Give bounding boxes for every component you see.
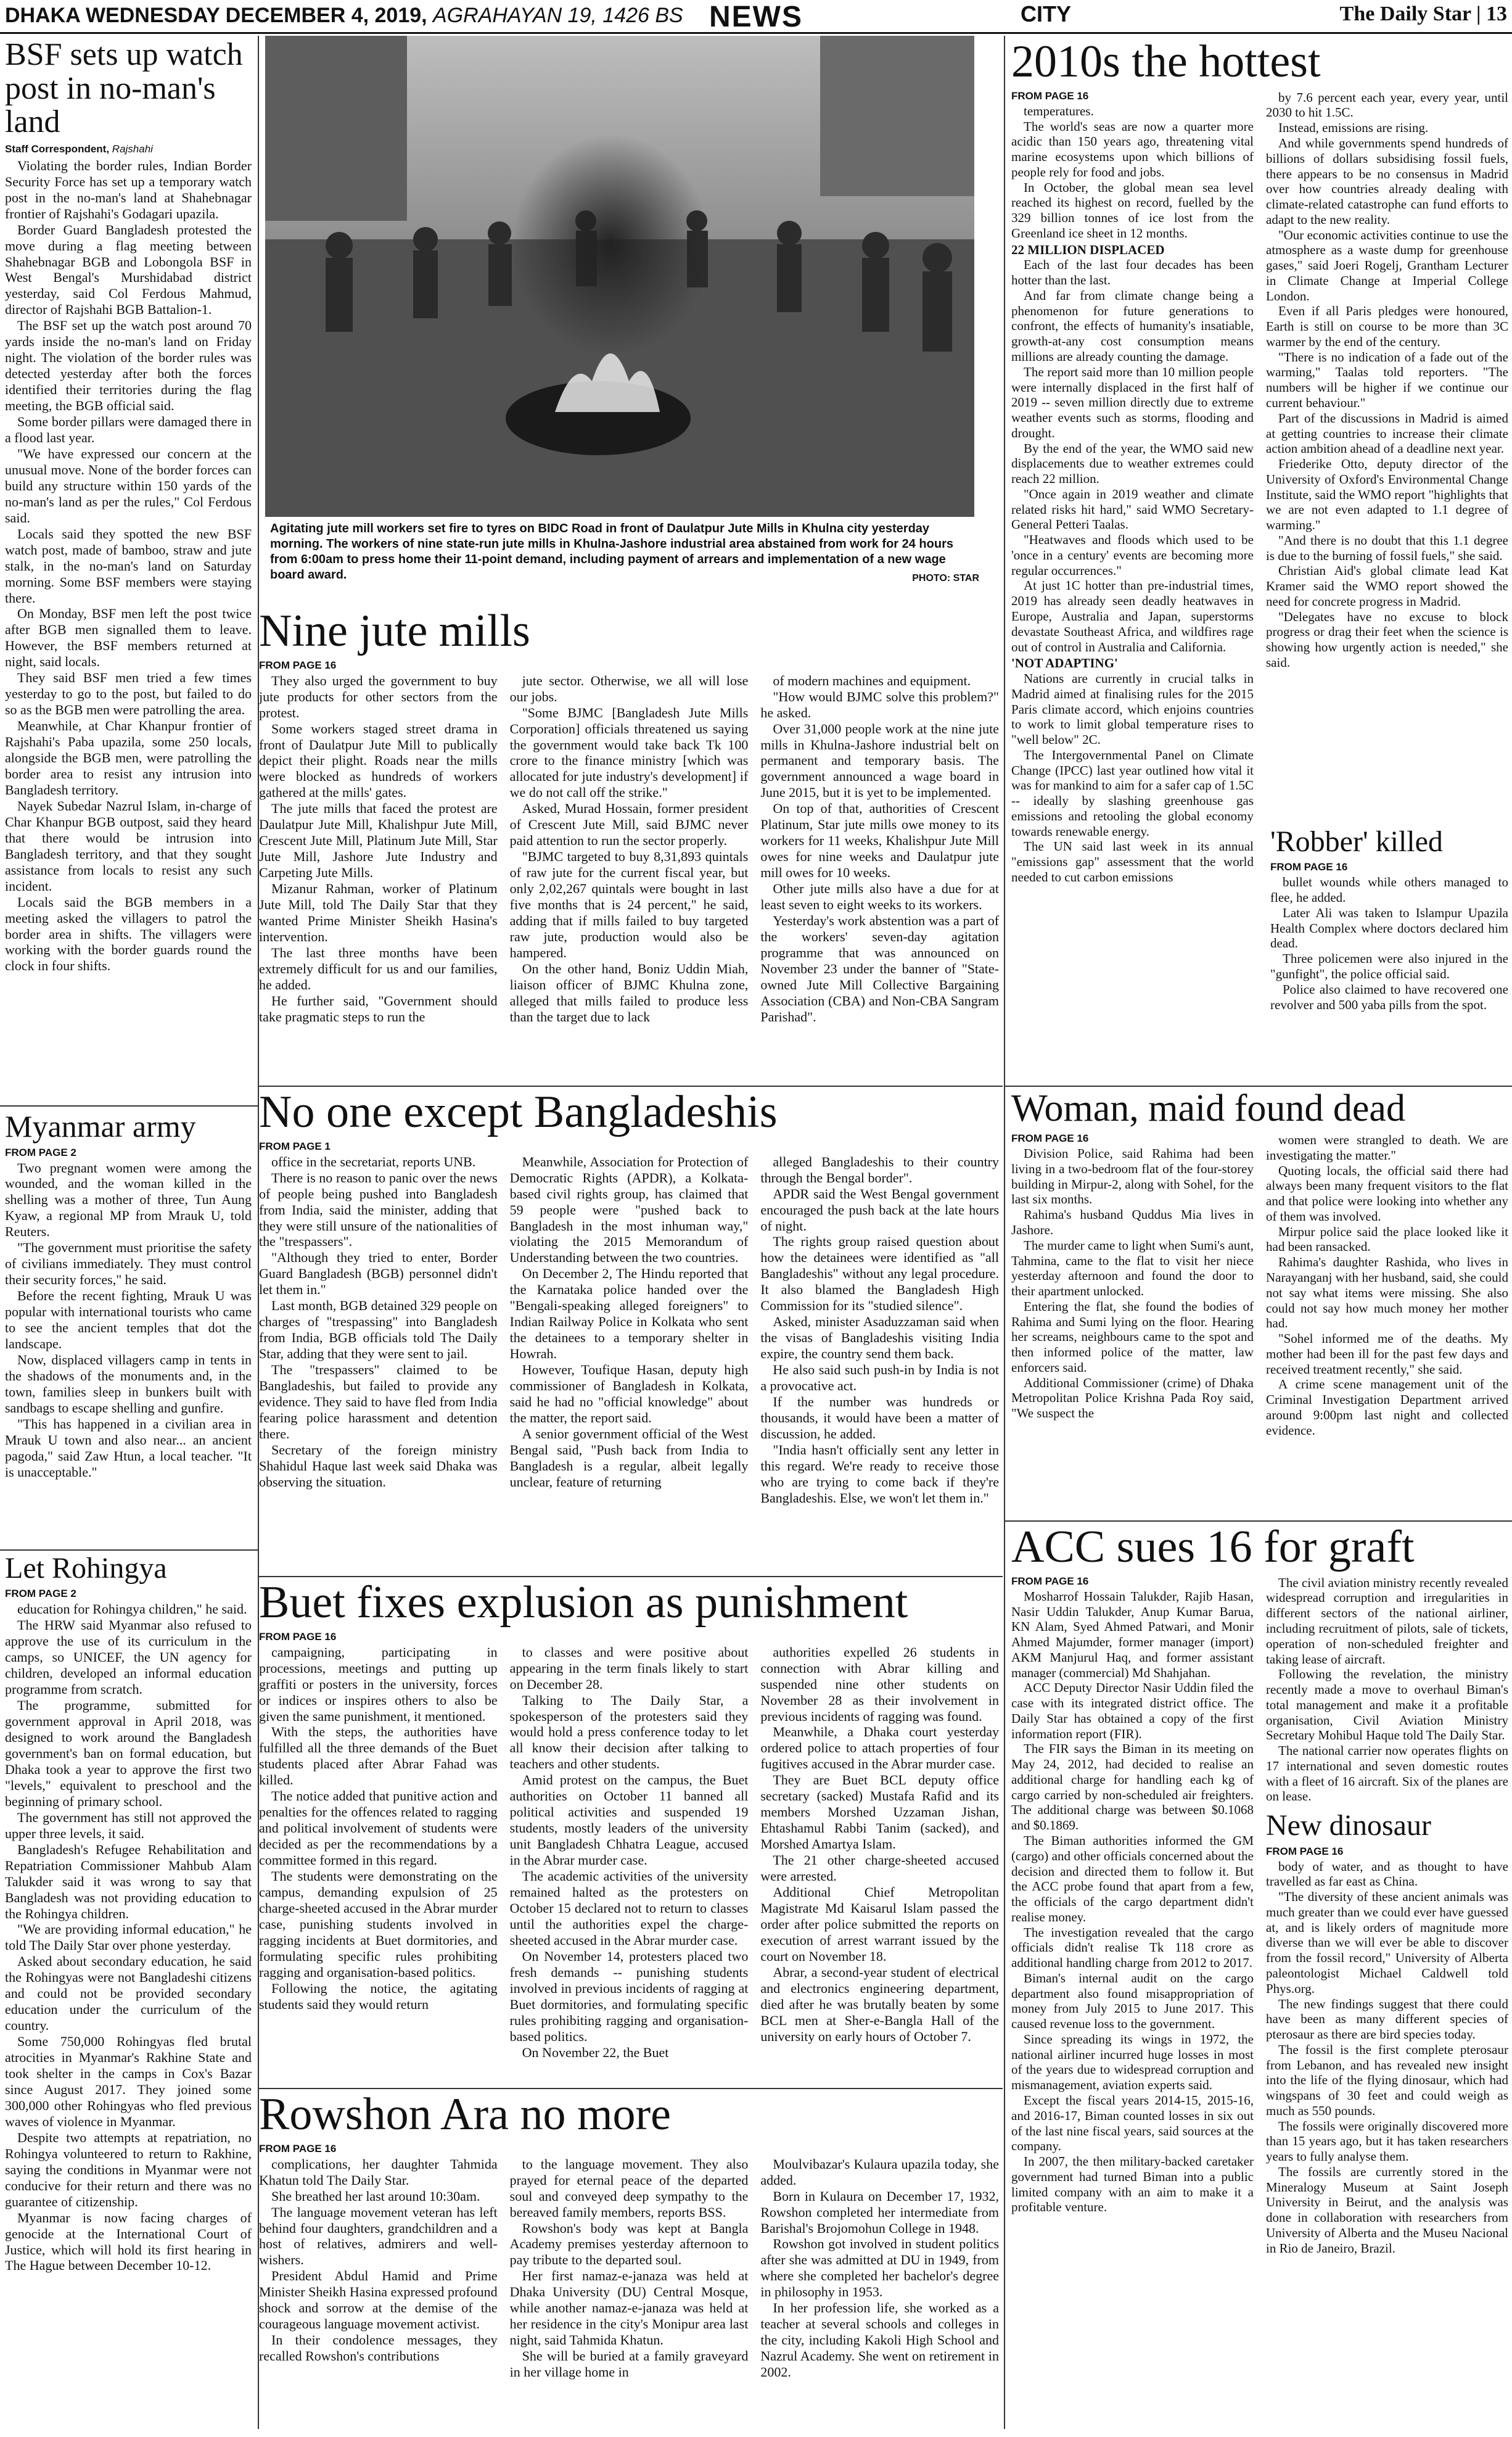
paragraph: Police also claimed to have recovered one revolver and 500 yaba pills from the spot. [1270,981,1508,1012]
paragraph: alleged Bangladeshis to their country through the Bengal border". [760,1153,1000,1186]
paragraph: The FIR says the Biman in its meeting on May 24, 2012, had decided to realise an additional charge for handling each kg of cargo carried by non-scheduled air freighters. The additional charge was between $0.1068 and $0.1869. [1011,1741,1254,1833]
paragraph: The students were demonstrating on the campus, demanding expulsion of 25 charge-sheeted accused in the Abrar murder case, punishing students involved in ragging incidents at Buet dormitories, and formulating specific rules prohibiting ragging and organisation-based politics. [259,1868,498,1980]
paragraph: Some border pillars were damaged there in a flood last year. [5,414,252,445]
paragraph: Later Ali was taken to Islampur Upazila Health Complex where doctors declared him dead. [1270,905,1508,951]
paragraph: She will be buried at a family graveyard in her village home in [509,2348,749,2380]
paragraph: The national carrier now operates flights on 17 international and seven domestic routes with a fleet of 16 aircraft. Six of the planes are on lease. [1266,1743,1508,1804]
paragraph: The fossils were originally discovered more than 15 years ago, but it has taken researchers years to fully analyse them. [1266,2118,1508,2164]
paragraph: Additional Commissioner (crime) of Dhaka Metropolitan Police Krishna Pada Roy said, "We suspect the [1011,1375,1254,1421]
paragraph: Mosharrof Hossain Talukder, Rajib Hasan, Nasir Uddin Talukder, Anup Kumar Barua, KN Alam, Syed Ahmed Patwari, and Monir Ahmed Majumder, former manager (import) AKM Manjurul Haq, and former assistant manager (commercial) Md Shahjahan. [1011,1588,1254,1680]
paragraph: APDR said the West Bengal government encouraged the push back at the late hours of night. [760,1186,1000,1234]
paragraph: "Our economic activities continue to use the atmosphere as a waste dump for greenhouse gases," said Joeri Rogelj, Grantham Lecturer in Climate Change at Imperial College London. [1266,227,1508,303]
paragraph: They are Buet BCL deputy office secretary (sacked) Mustafa Rafid and its members Morshed Uzzaman Jishan, Ehtashamul Rabbi Tanim (sacked), and Morshed Amartya Islam. [760,1772,1000,1852]
subhead: 22 MILLION DISPLACED [1011,242,1165,257]
paragraph: Moulvibazar's Kulaura upazila today, she added. [760,2156,1000,2188]
paragraph: There is no reason to panic over the news of people being pushed into Bangladesh from India, said the minister, adding that they were still unsure of the nationalities of the "trespassers". [259,1169,498,1250]
article-body [1011,90,1508,885]
paragraph: If the number was hundreds or thousands, it would have been a matter of discussion, he added. [760,1393,1000,1441]
paragraph: ACC Deputy Director Nasir Uddin filed the case with its integrated district office. The Daily Star has obtained a copy of the first information report (FIR). [1011,1680,1254,1741]
paragraph: Nations are currently in crucial talks in Madrid aimed at finalising rules for the 2015 Paris climate accord, which enjoins countries to work to limit global temperature rises to "well below" 2C. [1011,671,1254,748]
paragraph: "The government must prioritise the safety of civilians immediately. They must control their security forces," he said. [5,1240,252,1288]
from-page: FROM PAGE 16 [1011,1132,1089,1145]
paragraph: Following the revelation, the ministry recently made a move to overhaul Biman's total management and make it a profitable organisation, Civil Aviation Ministry Secretary Mohibul Haque told The Daily Star. [1266,1667,1508,1743]
article-acc-graft [1011,1524,1508,2433]
paragraph: "We have expressed our concern at the unusual move. None of the border forces can build any structure within 150 yards of the no-man's land as per the rules," Col Ferdous said. [5,445,252,526]
paragraph: Rahima's husband Quddus Mia lives in Jashore. [1011,1207,1254,1237]
paragraph: Locals said they spotted the new BSF watch post, made of bamboo, straw and jute stalk, in the no-man's land on Saturday morning. Some BSF members were staying there. [5,526,252,606]
paragraph: She breathed her last around 10:30am. [271,2188,480,2204]
from-page: FROM PAGE 16 [1011,89,1089,102]
paragraph: Amid protest on the campus, the Buet authorities on October 11 banned all political activities and suspended 19 students, mostly leaders of the university unit Bangladesh Chhatra League, accused in the Abrar murder case. [509,1772,749,1868]
paragraph: "BJMC targeted to buy 8,31,893 quintals of raw jute for the current fiscal year, but only 2,02,267 quintals were bought in last five months that is 24 percent," he said, adding that if mills failed to buy targeted raw jute, production would also be hampered. [509,849,749,960]
headline: No one except Bangladeshis [259,1087,778,1137]
paragraph: The notice added that punitive action and penalties for the offences related to ragging and political involvement of students were decided as per the recommendations by a committee formed in this regard. [259,1788,498,1868]
paragraph: Entering the flat, she found the bodies of Rahima and Sumi lying on the floor. Hearing her screams, neighbours came to the spot and then informed police of the matter, law enforcers said. [1011,1298,1254,1375]
paragraph: office in the secretariat, reports UNB. [271,1153,476,1169]
paragraph: Each of the last four decades has been hotter than the last. [1011,257,1254,288]
paragraph: "How would BJMC solve this problem?" he asked. [760,688,1000,720]
paragraph: "The diversity of these ancient animals was much greater than we could ever have guessed at, and is likely orders of magnitude more diverse than we will ever be able to discover from the fossil record," University of Alberta paleontologist Michael Caldwell told Phys.org. [1266,1889,1508,1996]
paragraph: Despite two attempts at repatriation, no Rohingya volunteered to return to Rakhine, saying the conditions in Myanmar were not conducive for their return and there was no guarantee of citizenship. [5,2129,252,2209]
paragraph: by 7.6 percent each year, every year, until 2030 to hit 1.5C. [1266,89,1508,120]
paragraph: And while governments spend hundreds of billions of dollars subsidising fossil fuels, there appears to be no consensus in Madrid over how countries already dealing with climate-related catastrophe can fund efforts to adapt to the new reality. [1266,135,1508,227]
paragraph: Biman's internal audit on the cargo department also found misappropriation of money from July 2015 to June 2017. This caused revenue loss to the government. [1011,1970,1254,2032]
paragraph: Bangladesh's Refugee Rehabilitation and Repatriation Commissioner Mahbub Alam Talukder said it was wrong to say that Bangladesh was not providing education to the Rohingya children. [5,1841,252,1921]
headline: Rowshon Ara no more [259,2089,671,2140]
paragraph: "Delegates have no excuse to block progress or drag their feet when the science is showing how urgently action is needed," she said. [1266,609,1508,670]
paragraph: In 2007, the then military-backed caretaker government had turned Biman into a public limited company with an aim to make it a profitable venture. [1011,2154,1254,2215]
from-page: FROM PAGE 16 [259,659,337,671]
paragraph: On Monday, BSF men left the post twice after BGB men signalled them to leave. However, the BSF members returned at night, said locals. [5,606,252,670]
paragraph: The civil aviation ministry recently revealed widespread corruption and irregularities in different sectors of the national airliner, including recruitment of pilots, sale of tickets, operation of non-scheduled freighter and taking lease of aircraft. [1266,1575,1508,1667]
page-number: 13 [1486,2,1507,25]
paragraph: "Although they tried to enter, Border Guard Bangladesh (BGB) personnel didn't let them in." [259,1250,498,1298]
paragraph: The jute mills that faced the protest are Daulatpur Jute Mill, Khalishpur Jute Mill, Crescent Jute Mill, Platinum Jute Mill, Star Jute Mill, Jashore Jute Industry and Carpeting Jute Mills. [259,801,498,881]
paragraph: complications, her daughter Tahmida Khatun told The Daily Star. [259,2156,498,2188]
paragraph: Rowshon's body was kept at Bangla Academy premises yesterday afternoon to pay tribute to the departed soul. [509,2220,749,2268]
paragraph: Additional Chief Metropolitan Magistrate Md Kaisarul Islam passed the order after police submitted the reports on execution of arrest warrant issued by the court on November 18. [760,1884,1000,1964]
paragraph: A senior government official of the West Bengal said, "Push back from India to Bangladesh is a regular, albeit legally unclear, feature of returning [509,1425,749,1490]
paragraph: campaigning, participating in processions, meetings and putting up graffiti or posters in the university, forces or indices or inspires others to also be given the same punishment, it mentioned. [259,1644,498,1724]
article-body [5,1160,252,1480]
paragraph: education for Rohingya children," he said. [17,1601,247,1617]
page-masthead [0,0,1512,34]
paragraph: Her first namaz-e-janaza was held at Dhaka University (DU) Central Mosque, while another namaz-e-janaza was held at her residence in the city's Monipur area last night, said Tahmida Khatun. [509,2268,749,2348]
paragraph: Mirpur police said the place looked like it had been ransacked. [1266,1224,1508,1255]
paragraph: Quoting locals, the official said there had always been many frequent visitors to the flat and that police were looking into whether any of them was involved. [1266,1163,1508,1224]
paragraph: President Abdul Hamid and Prime Minister Sheikh Hasina expressed profound shock and sorrow at the demise of the courageous language movement activist. [259,2268,498,2332]
paragraph: The programme, submitted for government approval in April 2018, was designed to work around the Bangladesh government's ban on formal education, but Dhaka took a year to approve the first two "levels," equivalent to preschool and the beginning of primary school. [5,1697,252,1809]
paragraph: body of water, and as thought to have travelled as far east as China. [1266,1858,1508,1889]
article-body [1011,1575,1508,2256]
paragraph: On the other hand, Boniz Uddin Miah, liaison officer of BJMC Khulna zone, alleged that mills failed to produce less than the target due to lack [509,960,749,1025]
paragraph: Following the notice, the agitating students said they would return [259,1980,498,2012]
paragraph: Part of the discussions in Madrid is aimed at getting countries to increase their climate action ambition ahead of a deadline next year. [1266,410,1508,456]
paragraph: Myanmar is now facing charges of genocide at the International Court of Justice, which will hold its first hearing in The Hague between December 10-12. [5,2209,252,2274]
paragraph: Since spreading its wings in 1972, the national airliner incurred huge losses in most of the years due to widespread corruption and mismanagement, aviation experts said. [1011,2031,1254,2093]
paragraph: Nayek Subedar Nazrul Islam, in-charge of Char Khanpur BGB outpost, said they heard that there would be intrusion into Bangladesh territory, and that they sought assistance from locals to resist any such incident. [5,798,252,894]
headline: BSF sets up watch post in no-man's land [5,37,243,140]
paragraph: In their condolence messages, they recalled Rowshon's contributions [259,2332,498,2364]
article-woman-maid [1011,1089,1508,1517]
paragraph: The BSF set up the watch post around 70 yards inside the no-man's land on Friday night. The violation of the border rules was detected yesterday after both the forces identified their territories during the flag meeting, the BGB official said. [5,318,252,414]
headline: 'Robber' killed [1270,825,1443,858]
paragraph: Over 31,000 people work at the nine jute mills in Khulna-Jashore industrial belt on permanent and temporary basis. The government announced a wage board in June 2015, but it is yet to be implemented. [760,720,1000,801]
section-city: CITY [1021,1,1072,27]
paragraph: He further said, "Government should take pragmatic steps to run the [259,992,498,1025]
paragraph: "Once again in 2019 weather and climate related risks hit hard," said WMO Secretary-General Petteri Taalas. [1011,486,1254,532]
paragraph: jute sector. Otherwise, we all will lose our jobs. [509,672,749,704]
paragraph: Two pregnant women were among the wounded, and the woman killed in the shelling was a mother of three, Tun Aung Kyaw, a regional MP from Mrauk U, told Reuters. [5,1160,252,1240]
paragraph: The Intergovernmental Panel on Climate Change (IPCC) last year outlined how vital it was for mankind to aim for a safer cap of 1.5C -- ideally by slashing greenhouse gas emissions and retooling the global economy towards renewable energy. [1011,747,1254,839]
byline: Staff Correspondent, Rajshahi [5,142,153,155]
paragraph: The Biman authorities informed the GM (cargo) and other officials concerned about the decision and directed them to follow it. But the ACC probe found that apart from a few, the officials of the cargo department didn't realise money. [1011,1833,1254,1924]
paragraph: The last three months have been extremely difficult for us and our families, he added. [259,944,498,992]
paragraph: Some 750,000 Rohingyas fled brutal atrocities in Myanmar's Rakhine State and took shelter in the camps in Cox's Bazar since August 2017. They joined some 300,000 other Rohingyas who fled previous waves of violence in Myanmar. [5,2034,252,2129]
section-name: NEWS [709,1,803,33]
headline: Nine jute mills [259,606,530,656]
paragraph: The new findings suggest that there could have been as many different species of pterosaur as there are bird species today. [1266,1996,1508,2042]
paragraph: On December 2, The Hindu reported that the Karnataka police handed over the "Bengali-speaking alleged foreigners" to Indian Railway Police in Kolkata who sent the detainees to a temporary shelter in Howrah. [509,1266,749,1362]
paragraph: "We are providing informal education," he told The Daily Star over phone yesterday. [5,1921,252,1953]
subhead: 'NOT ADAPTING' [1011,656,1118,671]
paragraph: Asked, minister Asaduzzaman said when the visas of Bangladeshis visiting India expire, the country send them back. [760,1314,1000,1362]
paragraph: The 21 other charge-sheeted accused were arrested. [760,1852,1000,1884]
from-page: FROM PAGE 16 [1266,1845,1344,1857]
paragraph: Born in Kulaura on December 17, 1932, Rowshon completed her intermediate from Barishal's Brojomohun College in 1948. [760,2188,1000,2236]
paragraph: The academic activities of the university remained halted as the protesters on October 15 declared not to return to classes until the authorities expel the charge-sheeted accused in the Abrar murder case. [509,1868,749,1948]
paragraph: to classes and were positive about appearing in the term finals likely to start on December 28. [509,1644,749,1692]
paragraph: Violating the border rules, Indian Border Security Force has set up a temporary watch post in the no-man's land at Shahebnagar frontier of Rajshahi's Godagari upazila. [5,157,252,221]
article-body [5,1601,252,2274]
article-body [259,673,999,1025]
paragraph: Meanwhile, at Char Khanpur frontier of Rajshahi's Paba upazila, some 250 locals, alongside the BGB men, were patrolling the border area to resist any intrusion into Bangladesh territory. [5,718,252,798]
photo-credit: PHOTO: STAR [912,573,979,583]
brand-logo: The Daily Star [1339,2,1471,25]
article-rohingya [5,1553,252,2432]
headline: Myanmar army [5,1109,196,1144]
article-body [259,1644,999,2061]
paragraph: Mizanur Rahman, worker of Platinum Jute Mill, told The Daily Star that they wanted Prime Minister Sheikh Hasina's intervention. [259,881,498,944]
from-page: FROM PAGE 2 [5,1146,76,1158]
paragraph: bullet wounds while others managed to flee, he added. [1270,875,1508,905]
paragraph: On top of that, authorities of Crescent Platinum, Star jute mills owe money to its workers for 11 weeks, Khalishpur Jute Mill owes for nine weeks and Daulatpur jute mill owes for 10 weeks. [760,801,1000,881]
article-no-one-except [259,1089,999,1573]
paragraph: Meanwhile, Association for Protection of Democratic Rights (APDR), a Kolkata-based civil rights group, has claimed that 59 people were "pushed back to Bangladesh in the most inhuman way," violating the 2015 Memorandum of Understanding between the two countries. [509,1153,749,1266]
paragraph: In her profession life, she worked as a teacher at several schools and colleges in the city, including Kakoli High School and Nazrul Academy. She went on retirement in 2002. [760,2300,1000,2380]
paragraph: Rahima's daughter Rashida, who lives in Narayanganj with her husband, said, she could not say what items were missing. She also could not say how much money her mother had. [1266,1255,1508,1331]
paragraph: Rowshon got involved in student politics after she was admitted at DU in 1949, from where she completed her bachelor's degree in philosophy in 1953. [760,2236,1000,2300]
paragraph: The world's seas are now a quarter more acidic than 150 years ago, threatening vital marine ecosystems upon which billions of people rely for food and jobs. [1011,118,1254,179]
brand-page: The Daily Star | 13 [1339,2,1507,25]
paragraph: The UN said last week in its annual "emissions gap" assessment that the world needed to cut carbon emissions [1011,839,1254,885]
paragraph: "India hasn't officially sent any letter in this regard. We're ready to receive those who are trying to come back if they're Bangladeshis. Else, we won't let them in." [760,1441,1000,1506]
headline: 2010s the hottest [1011,36,1321,87]
paragraph: Border Guard Bangladesh protested the move during a flag meeting between Shahebnagar BGB and Lobongola BSF in West Bengal's Murshidabad district yesterday, said Col Ferdous Mahmud, director of Rajshahi BGB Battalion-1. [5,221,252,318]
paragraph: Meanwhile, a Dhaka court yesterday ordered police to attach properties of four fugitives accused in the Abrar murder case. [760,1724,1000,1772]
paragraph: A crime scene management unit of the Criminal Investigation Department arrived around 9:00pm last night and collected evidence. [1266,1377,1508,1438]
paragraph: Locals said the BGB members in a meeting asked the villagers to patrol the border area in shifts. The villagers were working with the border guards round the clock in four shifts. [5,894,252,974]
paragraph: temperatures. [1024,103,1094,118]
paragraph: Secretary of the foreign ministry Shahidul Haque last week said Dhaka was observing the situation. [259,1441,498,1490]
paragraph: On November 14, protesters placed two fresh demands -- punishing students involved in previous incidents of ragging at Buet dormitories, and formulating specific rules prohibiting ragging and organisation-based politics. [509,1948,749,2044]
paragraph: of modern machines and equipment. [773,672,971,688]
article-body [5,158,252,975]
paragraph: The fossils are currently stored in the Mineralogy Museum at Saint Joseph University in Beirut, and the analysis was done in collaboration with researchers from University of Alberta and the Museu Nacional in Rio de Janeiro, Brazil. [1266,2164,1508,2256]
article-robber-killed [1270,827,1508,1082]
paragraph: Instead, emissions are rising. [1278,120,1429,136]
from-page: FROM PAGE 16 [259,1630,337,1643]
paragraph: The rights group raised question about how the detainees were identified as "all Bangladeshis" without any legal procedure. It also blamed the Bangladesh High Commission for its "studied silence". [760,1234,1000,1314]
paragraph: to the language movement. They also prayed for eternal peace of the departed soul and conveyed deep sympathy to the bereaved family members, reports BSS. [509,2156,749,2220]
article-jute-mills [259,608,999,1082]
paragraph: They said BSF men tried a few times yesterday to go to the post, but failed to do so as the BGB men were patrolling the area. [5,670,252,718]
protest-photo-image [265,36,974,517]
headline: Buet fixes explusion as punishment [259,1577,908,1628]
paragraph: authorities expelled 26 students in connection with Abrar killing and suspended nine other students on November 28 as their involvement in previous incidents of ragging was found. [760,1644,1000,1724]
paragraph: "Sohel informed me of the deaths. My mother had been ill for the past few days and received treatment recently," she said. [1266,1331,1508,1377]
paragraph: The HRW said Myanmar also refused to approve the use of its curriculum in the camps, so UNICEF, the UN agency for children, developed an informal education programme from scratch. [5,1617,252,1697]
article-body [259,2156,999,2380]
paragraph: Other jute mills also have a due for at least seven to eight weeks to its workers. [760,881,1000,913]
paragraph: And far from climate change being a phenomenon for future generations to confront, the effects of humanity's insatiable, growth-at-any cost consumption means millions are already counting the damage. [1011,287,1254,364]
paragraph: However, Toufique Hasan, deputy high commissioner of Bangladesh in Kolkata, said he had no "official knowledge" about the matter, the report said. [509,1362,749,1425]
paragraph: The report said more than 10 million people were internally displaced in the first half of 2019 -- seven million directly due to extreme weather events such as storms, flooding and drought. [1011,364,1254,440]
paragraph: Even if all Paris pledges were honoured, Earth is still on course to be more than 3C warmer by the end of the century. [1266,303,1508,349]
article-bsf [5,38,252,1102]
paragraph: They also urged the government to buy jute products for other sectors from the protest. [259,672,498,720]
article-rowshon-ara [259,2091,999,2433]
paragraph: Yesterday's work abstention was a part of the workers' seven-day agitation programme that was announced on November 23 under the banner of "State-owned Jute Mill Collective Bargaining Association (CBA) and Non-CBA Sangram Parishad". [760,912,1000,1025]
paragraph: Asked, Murad Hossain, former president of Crescent Jute Mill, said BJMC never paid attention to run the sector properly. [509,801,749,849]
article-body [1011,1132,1508,1438]
paragraph: On November 22, the Buet [522,2044,669,2060]
from-page: FROM PAGE 16 [1270,861,1348,873]
article-hottest [1011,36,1508,885]
paragraph: Now, displaced villagers camp in tents in the shadows of the monuments and, in the town, families sleep in bunkers built with sandbags to escape shelling and gunfire. [5,1351,252,1416]
news-photo [265,36,974,517]
paragraph: "This has happened in a civilian area in Mrauk U town and also near... an ancient pagoda," said Zaw Htun, a local teacher. "It is unacceptable." [5,1416,252,1480]
paragraph: Asked about secondary education, he said the Rohingyas were not Bangladeshi citizens and could not be provided secondary education under the curriculum of the country. [5,1953,252,2034]
paragraph: In October, the global mean sea level reached its highest on record, fuelled by the 329 billion tonnes of ice lost from the Greenland ice sheet in 12 months. [1011,179,1254,241]
paragraph: The murder came to light when Sumi's aunt, Tahmina, came to the flat to visit her niece yesterday afternoon and found the door to their apartment unlocked. [1011,1237,1254,1299]
dateline: DHAKA WEDNESDAY DECEMBER 4, 2019, AGRAHAYAN 19, 1426 BS [5,4,683,27]
paragraph: Talking to The Daily Star, a spokesperson of the protesters said they would hold a press conference today to let all know their decision after talking to teachers and other students. [509,1692,749,1772]
paragraph: Friederike Otto, deputy director of the University of Oxford's Environmental Change Institute, said the WMO report "highlights that we are not even adapted to 1.1 degree of warming." [1266,456,1508,533]
paragraph: The government has still not approved the upper three levels, it said. [5,1809,252,1841]
paragraph: Except the fiscal years 2014-15, 2015-16, and 2016-17, Biman counted losses in six out of the last nine fiscal years, said sources at the company. [1011,2093,1254,2154]
headline: ACC sues 16 for graft [1011,1522,1415,1572]
headline: Let Rohingya [5,1552,167,1585]
photo-caption: Agitating jute mill workers set fire to tyres on BIDC Road in front of Daulatpur Jute Mills in Khulna city yesterday morning. The workers of nine state-run jute mills in Khulna-Jashore industrial area abstained from work for 24 hours from 6:00am to press home their 11-point demand, including payment of arrears and implementation of a new wage board award. PHOTO: STAR [270,522,979,583]
paragraph: With the steps, the authorities have fulfilled all the three demands of the Buet students placed after Abrar Fahad was killed. [259,1724,498,1788]
paragraph: He also said such push-in by India is not a provocative act. [760,1362,1000,1394]
paragraph: Division Police, said Rahima had been living in a two-bedroom flat of the four-storey building in Mirpur-2, along with Sohel, for the last six months. [1011,1146,1254,1207]
paragraph: "And there is no doubt that this 1.1 degree is due to the burning of fossil fuels," she said. [1266,532,1508,563]
from-page: FROM PAGE 1 [259,1140,331,1152]
paragraph: By the end of the year, the WMO said new displacements due to weather extremes could reach 22 million. [1011,440,1254,487]
paragraph: Abrar, a second-year student of electrical and electronics engineering department, died after he was brutally beaten by some BCL men at Sher-e-Bangla Hall of the university on early hours of October 7. [760,1964,1000,2044]
paragraph: The investigation revealed that the cargo officials didn't realise Tk 118 crore as additional handling charge from 2012 to 2017. [1011,1924,1254,1971]
paragraph: The fossil is the first complete pterosaur from Lebanon, and has revealed new insight into the life of the flying dinosaur, which had wingspans of 30 feet and could weigh as much as 550 pounds. [1266,2042,1508,2118]
paragraph: The "trespassers" claimed to be Bangladeshis, but failed to provide any evidence. They said to have fled from India fearing police harassment and detention there. [259,1362,498,1441]
paragraph: The language movement veteran has left behind four daughters, grandchildren and a host of relatives, admirers and well-wishers. [259,2204,498,2268]
paragraph: Three policemen were also injured in the "gunfight", the police official said. [1270,951,1508,981]
paragraph: At just 1C hotter than pre-industrial times, 2019 has already seen deadly heatwaves in Europe, Australia and Japan, superstorms devastate Southeast Africa, and wildfires rage out of control in Australia and California. [1011,578,1254,654]
paragraph: "Some BJMC [Bangladesh Jute Mills Corporation] officials threatened us saying the government would take back Tk 100 crore to the finance ministry [which was allocated for jute industry's development] if we do not call off the strike." [509,704,749,801]
paragraph: "Heatwaves and floods which used to be 'once in a century' events are becoming more regular occurrences." [1011,532,1254,578]
article-buet [259,1579,999,2085]
paragraph: Christian Aid's global climate lead Kat Kramer said the WMO report showed the need for concrete progress in Madrid. [1266,563,1508,609]
paragraph: "There is no indication of a fade out of the warming," Taalas told reporters. "The numbers will be higher if we continue our current behaviour." [1266,349,1508,410]
paragraph: Before the recent fighting, Mrauk U was popular with international tourists who came to see the ancient temples that dot the landscape. [5,1288,252,1351]
from-page: FROM PAGE 16 [259,2142,337,2155]
article-myanmar [5,1110,252,1545]
paragraph: women were strangled to death. We are investigating the matter." [1266,1132,1508,1163]
paragraph: Last month, BGB detained 329 people on charges of "trespassing" into Bangladesh from India, BGB officials told The Daily Star, adding that they were sent to jail. [259,1298,498,1362]
headline-dinosaur: New dinosaur [1266,1809,1431,1842]
paragraph: Some workers staged street drama in front of Daulatpur Jute Mill to publically depict their plight. Roads near the mills were blocked as hundreds of workers gathered at the mills' gates. [259,720,498,801]
article-body [259,1154,999,1506]
from-page: FROM PAGE 16 [1011,1575,1089,1587]
headline: Woman, maid found dead [1011,1087,1405,1129]
article-body [1270,875,1508,1012]
from-page: FROM PAGE 2 [5,1588,76,1600]
